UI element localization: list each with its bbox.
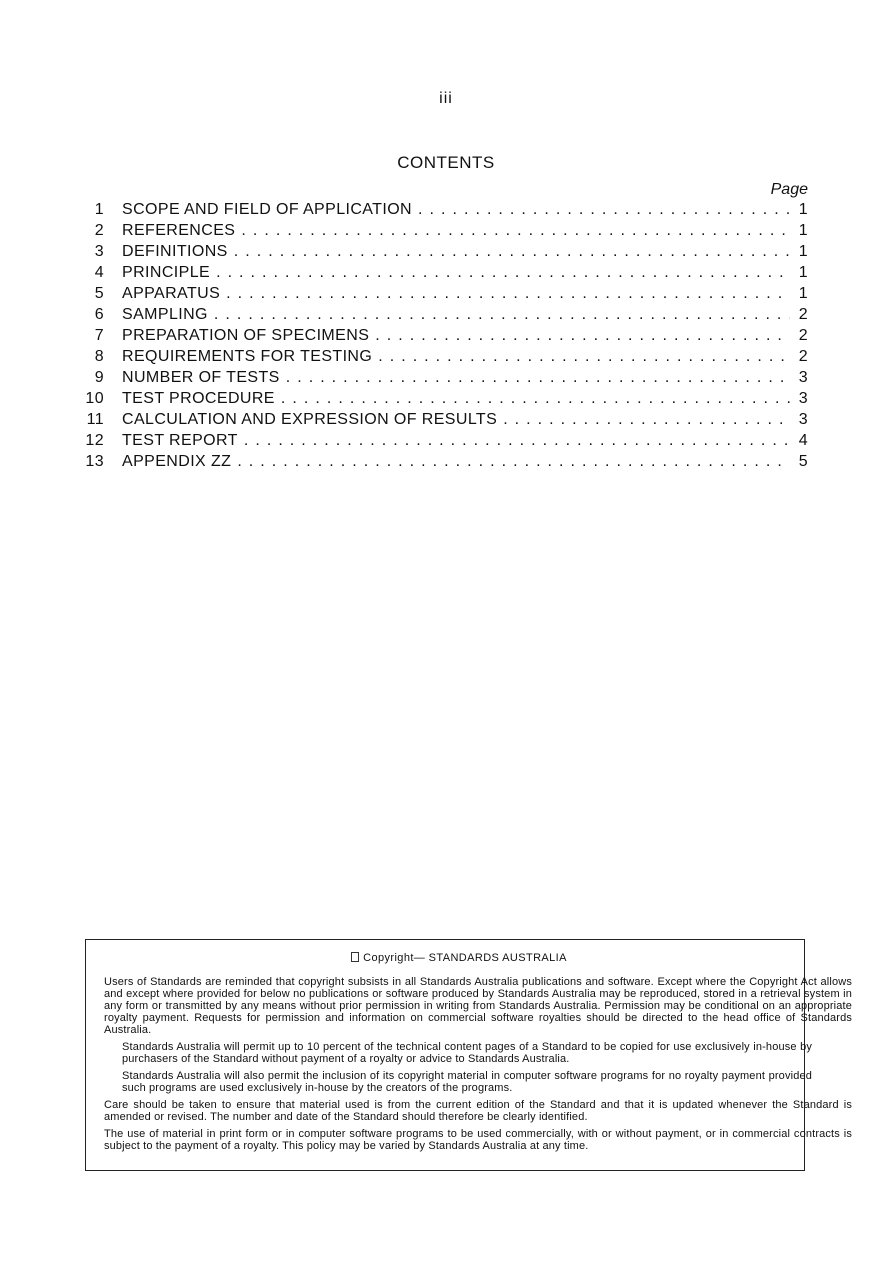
table-of-contents: [70, 201, 808, 474]
toc-number: 2: [94, 222, 104, 239]
toc-entry-references: [70, 222, 808, 243]
toc-number: 7: [94, 327, 104, 344]
dot-leader: [281, 390, 790, 408]
toc-title: APPENDIX ZZ: [122, 453, 232, 470]
copyright-symbol-icon: [351, 952, 359, 962]
toc-page-number: 1: [798, 264, 808, 281]
toc-number: 8: [94, 348, 104, 365]
toc-title: PREPARATION OF SPECIMENS: [122, 327, 370, 344]
toc-number: 6: [94, 306, 104, 323]
toc-page-number: 2: [798, 306, 808, 323]
toc-entry-number-of-tests: [70, 369, 808, 390]
toc-title: NUMBER OF TESTS: [122, 369, 280, 386]
toc-number: 9: [94, 369, 104, 386]
toc-title: SAMPLING: [122, 306, 208, 323]
dot-leader: [234, 243, 790, 261]
dot-leader: [226, 285, 790, 303]
toc-number: 4: [94, 264, 104, 281]
page-number: iii: [439, 90, 453, 107]
toc-page-number: 1: [798, 285, 808, 302]
toc-page-number: 5: [798, 453, 808, 470]
copyright-paragraph: Care should be taken to ensure that material used is from the current edition of the Standard and that it is updated whenever the Standard is amended or revised. The number and date of the Standard should therefore be clearly identified.: [104, 1099, 852, 1123]
toc-page-number: 3: [798, 390, 808, 407]
toc-title: CALCULATION AND EXPRESSION OF RESULTS: [122, 411, 498, 428]
copyright-heading-org: STANDARDS AUSTRALIA: [428, 952, 567, 964]
toc-entry-definitions: [70, 243, 808, 264]
toc-title: DEFINITIONS: [122, 243, 228, 260]
toc-page-number: 1: [798, 243, 808, 260]
copyright-paragraph: The use of material in print form or in computer software programs to be used commercially, with or without payment, or in commercial contracts is subject to the payment of a royalty. This policy may be varied by Standards Australia at any time.: [104, 1128, 852, 1152]
toc-entry-requirements: [70, 348, 808, 369]
toc-entry-scope: [70, 201, 808, 222]
toc-entry-apparatus: [70, 285, 808, 306]
copyright-heading-dash: —: [413, 952, 426, 964]
toc-page-number: 3: [798, 369, 808, 386]
toc-page-number: 2: [798, 348, 808, 365]
dot-leader: [286, 369, 790, 387]
toc-number: 12: [85, 432, 104, 449]
toc-number: 1: [94, 201, 104, 218]
copyright-paragraph: Standards Australia will permit up to 10 percent of the technical content pages of a Standard to be copied for use exclusively in-house by purchasers of the Standard without payment of a royalty or advice to Standards Australia.: [122, 1041, 812, 1065]
dot-leader: [378, 348, 790, 366]
copyright-notice-box: [85, 939, 852, 1171]
toc-number: 11: [86, 411, 104, 428]
dot-leader: [418, 201, 790, 219]
toc-number: 10: [85, 390, 104, 407]
page-column-heading: Page: [770, 181, 808, 198]
toc-title: REQUIREMENTS FOR TESTING: [122, 348, 373, 365]
toc-page-number: 2: [798, 327, 808, 344]
toc-title: APPARATUS: [122, 285, 221, 302]
toc-page-number: 1: [798, 222, 808, 239]
toc-title: TEST PROCEDURE: [122, 390, 275, 407]
dot-leader: [216, 264, 790, 282]
toc-entry-test-procedure: [70, 390, 808, 411]
dot-leader: [214, 306, 790, 324]
copyright-notice-content: [104, 952, 852, 1157]
toc-title: PRINCIPLE: [122, 264, 211, 281]
toc-title: SCOPE AND FIELD OF APPLICATION: [122, 201, 412, 218]
copyright-paragraph: Standards Australia will also permit the inclusion of its copyright material in computer software programs for no royalty payment provided such programs are used exclusively in-house by the creators of the programs.: [122, 1070, 812, 1094]
toc-entry-appendix: [70, 453, 808, 474]
toc-entry-sampling: [70, 306, 808, 327]
toc-number: 3: [94, 243, 104, 260]
toc-page-number: 4: [798, 432, 808, 449]
toc-number: 13: [85, 453, 104, 470]
toc-entry-test-report: [70, 432, 808, 453]
toc-number: 5: [94, 285, 104, 302]
toc-entry-principle: [70, 264, 808, 285]
toc-entry-preparation: [70, 327, 808, 348]
toc-title: TEST REPORT: [122, 432, 238, 449]
dot-leader: [244, 432, 790, 450]
dot-leader: [237, 453, 790, 471]
copyright-paragraph: Users of Standards are reminded that copyright subsists in all Standards Australia publications and software. Except where the Copyright Act allows and except where provided for below no publications or software produced by Standards Australia may be reproduced, stored in a retrieval system in any form or transmitted by any means without prior permission in writing from Standards Australia. Permission may be conditional on an appropriate royalty payment. Requests for permission and information on commercial software royalties should be directed to the head office of Standards Australia.: [104, 976, 852, 1036]
copyright-heading-prefix: Copyright: [363, 952, 414, 964]
dot-leader: [375, 327, 790, 345]
dot-leader: [241, 222, 790, 240]
toc-entry-calculation: [70, 411, 808, 432]
toc-title: REFERENCES: [122, 222, 236, 239]
dot-leader: [503, 411, 790, 429]
toc-page-number: 3: [798, 411, 808, 428]
toc-page-number: 1: [798, 201, 808, 218]
copyright-heading: [104, 952, 814, 964]
contents-title: CONTENTS: [397, 153, 495, 172]
